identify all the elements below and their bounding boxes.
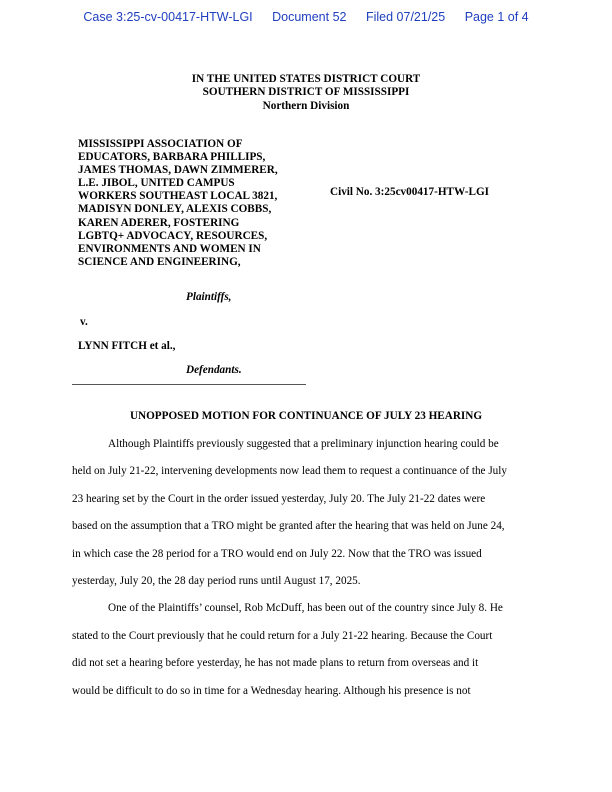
plaintiff-line: ENVIRONMENTS AND WOMEN IN	[78, 242, 261, 255]
plaintiffs-label: Plaintiffs,	[186, 291, 232, 303]
court-name: IN THE UNITED STATES DISTRICT COURT	[191, 73, 421, 85]
page-indicator: Page 1 of 4	[464, 10, 529, 24]
body-line: held on July 21-22, intervening developments now lead them to request a continuance of the July	[72, 465, 507, 478]
civil-number: Civil No. 3:25cv00417-HTW-LGI	[330, 186, 490, 198]
body-line: did not set a hearing before yesterday, he has not made plans to return from overseas and it	[72, 657, 479, 670]
motion-title: UNOPPOSED MOTION FOR CONTINUANCE OF JULY 23 HEARING	[129, 410, 483, 422]
versus: v.	[80, 316, 88, 328]
body-line: Although Plaintiffs previously suggested that a preliminary injunction hearing could be	[108, 438, 499, 450]
plaintiff-line: JAMES THOMAS, DAWN ZIMMERER,	[78, 164, 278, 177]
body-line: would be difficult to do so in time for a Wednesday hearing. Although his presence is not	[72, 684, 471, 697]
body-line: yesterday, July 20, the 28 day period runs until August 17, 2025.	[72, 575, 361, 588]
body-line: stated to the Court previously that he could return for a July 21-22 hearing. Because the Court	[72, 629, 493, 642]
motion-body	[72, 431, 540, 705]
plaintiff-line: EDUCATORS, BARBARA PHILLIPS,	[78, 151, 266, 164]
body-line: based on the assumption that a TRO might be granted after the hearing that was held on June 24,	[72, 520, 505, 533]
plaintiff-line: WORKERS SOUTHEAST LOCAL 3821,	[78, 190, 278, 203]
plaintiff-line: L.E. JIBOL, UNITED CAMPUS	[78, 177, 235, 190]
ecf-header-stamp	[0, 10, 612, 24]
plaintiff-line: KAREN ADERER, FOSTERING	[78, 216, 240, 229]
body-line: in which case the 28 period for a TRO would end on July 22. Now that the TRO was issued	[72, 547, 482, 560]
plaintiff-line: MISSISSIPPI ASSOCIATION OF	[78, 138, 243, 150]
caption-divider	[72, 384, 306, 385]
court-caption	[0, 73, 612, 113]
court-district: SOUTHERN DISTRICT OF MISSISSIPPI	[202, 86, 410, 99]
paragraph	[72, 595, 540, 705]
plaintiffs-list	[78, 138, 318, 269]
defendant-name: LYNN FITCH et al.,	[78, 340, 176, 352]
body-line: One of the Plaintiffs’ counsel, Rob McDuff, has been out of the country since July 8. He	[108, 602, 503, 615]
defendants-label: Defendants.	[186, 364, 242, 376]
document-number: Document 52	[272, 10, 347, 24]
body-line: 23 hearing set by the Court in the order issued yesterday, July 20. The July 21-22 dates were	[72, 492, 486, 505]
filed-date: Filed 07/21/25	[365, 10, 446, 24]
plaintiff-line: MADISYN DONLEY, ALEXIS COBBS,	[78, 203, 272, 216]
plaintiff-line: SCIENCE AND ENGINEERING,	[78, 255, 241, 268]
paragraph	[72, 431, 540, 595]
case-number: Case 3:25-cv-00417-HTW-LGI	[83, 10, 253, 24]
court-division: Northern Division	[262, 99, 350, 112]
plaintiff-line: LGBTQ+ ADVOCACY, RESOURCES,	[78, 229, 268, 242]
